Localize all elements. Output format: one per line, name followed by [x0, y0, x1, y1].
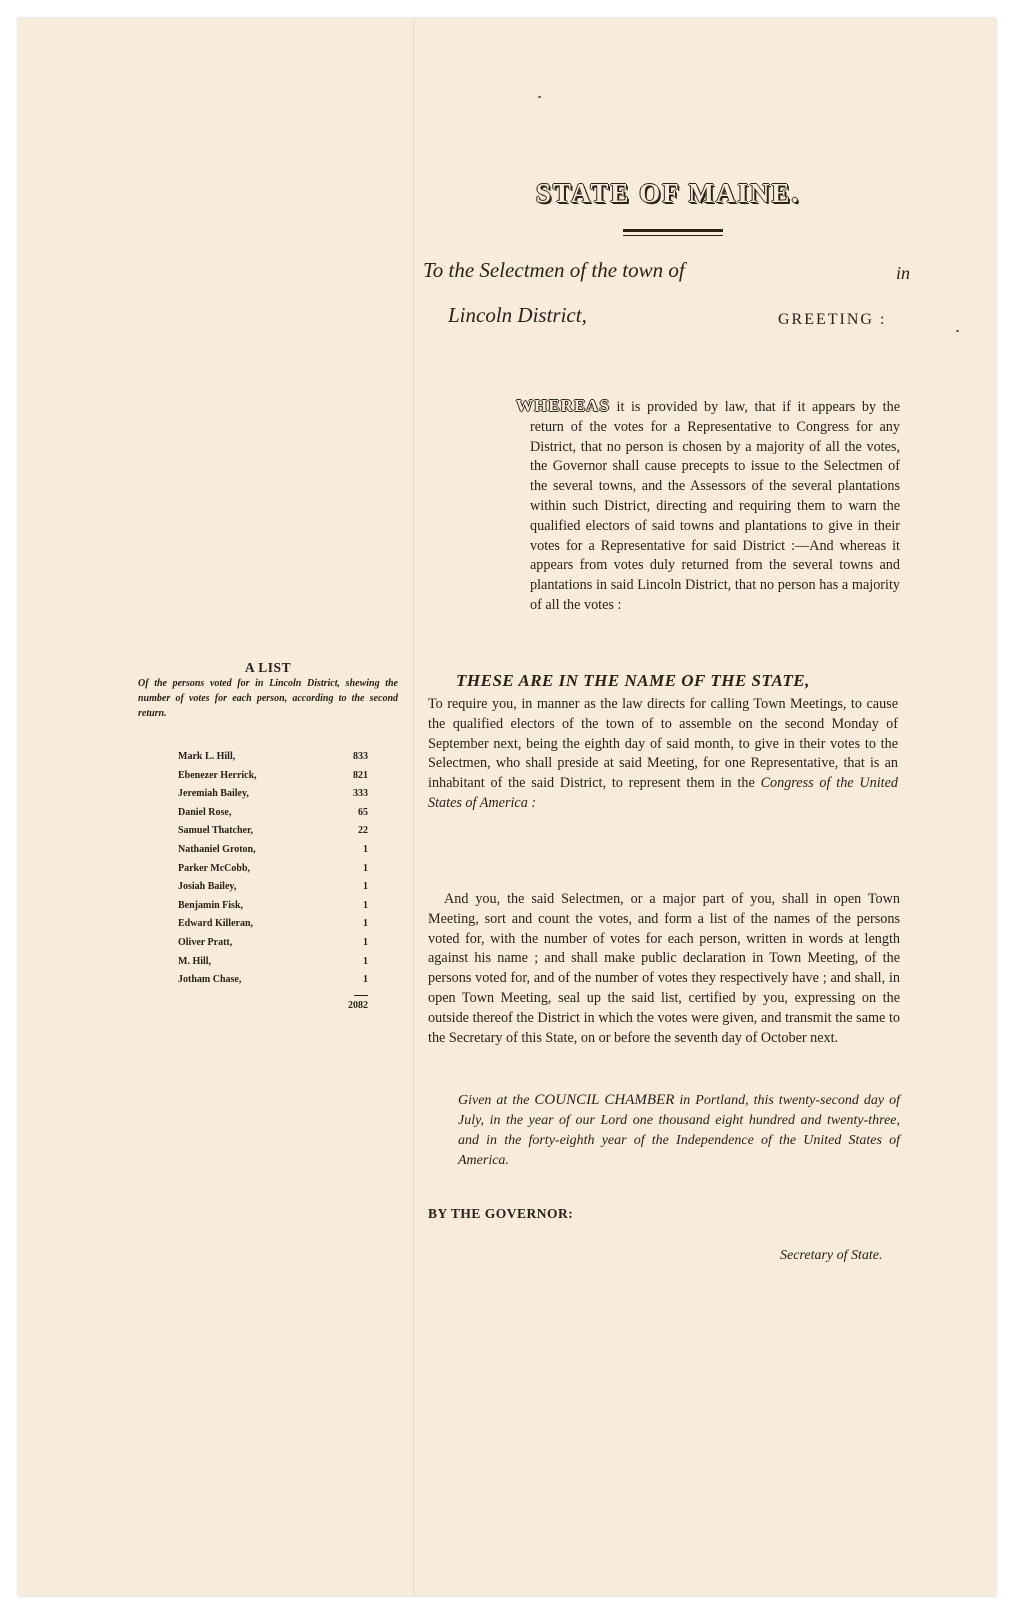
vote-row	[178, 863, 368, 882]
vote-row	[178, 807, 368, 826]
vote-candidate-name: Parker McCobb,	[178, 862, 251, 874]
vote-count: 333	[353, 788, 368, 800]
vote-candidate-name: Ebenezer Herrick,	[178, 769, 257, 781]
proclamation-paragraph	[428, 695, 898, 814]
paper-speck	[538, 96, 541, 98]
given-prefix: Given at the	[458, 1093, 535, 1108]
vote-count: 1	[363, 862, 368, 874]
proclamation-heading: THESE ARE IN THE NAME OF THE STATE,	[456, 671, 810, 690]
paper-fold	[413, 18, 415, 1596]
vote-candidate-name: Samuel Thatcher,	[178, 825, 254, 837]
vote-candidate-name: Josiah Bailey,	[178, 881, 237, 893]
instructions-paragraph: And you, the said Selectmen, or a major part of you, shall in open Town Meeting, sort and count the votes, and form a list of the names of the persons voted for, with the number of votes for each person, written in words at length against his name ; and shall make public declaration in Town Meeting, of the persons voted for, and of the number of votes they respectively have ; and shall, in open Town Meeting, seal up the said list, certified by you, expressing on the outside thereof the District in which the votes were given, and transmit the same to the Secretary of this State, on or before the seventh day of October next.	[428, 891, 900, 1046]
vote-count: 1	[363, 843, 368, 855]
vote-total: 2082	[348, 1000, 368, 1011]
vote-count: 1	[363, 918, 368, 930]
whereas-text: it is provided by law, that if it appears by the return of the votes for a Representative to Congress for any District, that no person is chosen by a majority of all the votes, the Governor shall cause precepts to issue to the Selectmen of the several towns, and the Assessors of the several plantations within such District, directing and requiring them to warn the qualified electors of said towns and plantations to give in their votes for a Representative for said District :—And whereas it appears from votes duly returned from the several towns and plantations in said Lincoln District, that no person has a majority of all the votes :	[530, 399, 900, 613]
vote-total-rule	[354, 995, 368, 996]
paper-speck	[956, 330, 959, 332]
address-line-1: To the Selectmen of the town of	[423, 258, 685, 282]
given-paragraph	[458, 1090, 900, 1171]
vote-count: 833	[353, 751, 368, 762]
proclamation-text: To require you, in manner as the law directs for calling Town Meetings, to cause the qualified electors of the town of to assemble on the second Monday of September next, being the eighth day of said month, to give in their votes to the Selectmen, who shall preside at said Meeting, for one Representative, that is an inhabitant of the said District, to represent them in the	[428, 696, 898, 792]
document-page	[18, 18, 996, 1596]
vote-row	[178, 974, 368, 993]
address-in: in	[896, 263, 911, 283]
vote-row	[178, 825, 368, 844]
vote-count: 821	[353, 769, 368, 781]
vote-candidate-name: M. Hill,	[178, 955, 212, 967]
vote-count: 1	[363, 936, 368, 948]
vote-count: 1	[363, 955, 368, 967]
address-line-2: Lincoln District,	[448, 303, 587, 327]
vote-candidate-name: Oliver Pratt,	[178, 936, 233, 948]
whereas-lead: WHEREAS	[516, 396, 610, 415]
title-rule	[623, 229, 723, 232]
greeting: GREETING :	[778, 311, 887, 328]
vote-candidate-name: Nathaniel Groton,	[178, 843, 256, 855]
vote-count: 1	[363, 974, 368, 986]
vote-row	[178, 770, 368, 789]
vote-row	[178, 937, 368, 956]
vote-count: 1	[363, 881, 368, 893]
vote-list-subheading: Of the persons voted for in Lincoln District, shewing the number of votes for each person, according to the second return.	[138, 678, 398, 719]
vote-row	[178, 788, 368, 807]
vote-row	[178, 956, 368, 975]
vote-row	[178, 918, 368, 937]
vote-candidate-name: Edward Killeran,	[178, 918, 254, 930]
vote-candidate-name: Benjamin Fisk,	[178, 899, 244, 911]
vote-count: 65	[358, 806, 368, 818]
vote-list-heading: A LIST	[244, 660, 292, 675]
given-suffix: in Portland, this twenty-second day of July, in the year of our Lord one thousand eight hundred and twenty-three, and in the forty-eighth year of the Independence of the United States of America.	[458, 1093, 900, 1168]
title-rule-thin	[623, 235, 723, 236]
vote-candidate-name: Jeremiah Bailey,	[178, 788, 249, 800]
vote-row	[178, 844, 368, 863]
vote-count: 1	[363, 899, 368, 911]
vote-count: 22	[358, 825, 368, 837]
vote-candidate-name: Mark L. Hill,	[178, 751, 236, 762]
whereas-paragraph	[516, 396, 900, 616]
vote-row	[178, 881, 368, 900]
vote-row	[178, 900, 368, 919]
vote-candidate-name: Jotham Chase,	[178, 974, 242, 986]
given-place: COUNCIL CHAMBER	[534, 1092, 675, 1108]
vote-candidate-name: Daniel Rose,	[178, 806, 232, 818]
proclamation-italic: Congress of the United States of America :	[428, 775, 899, 811]
vote-list-table	[178, 751, 368, 993]
vote-row	[178, 751, 368, 770]
document-title: STATE OF MAINE.	[535, 178, 801, 208]
by-the-governor: BY THE GOVERNOR:	[428, 1206, 574, 1221]
secretary-of-state: Secretary of State.	[780, 1248, 883, 1263]
